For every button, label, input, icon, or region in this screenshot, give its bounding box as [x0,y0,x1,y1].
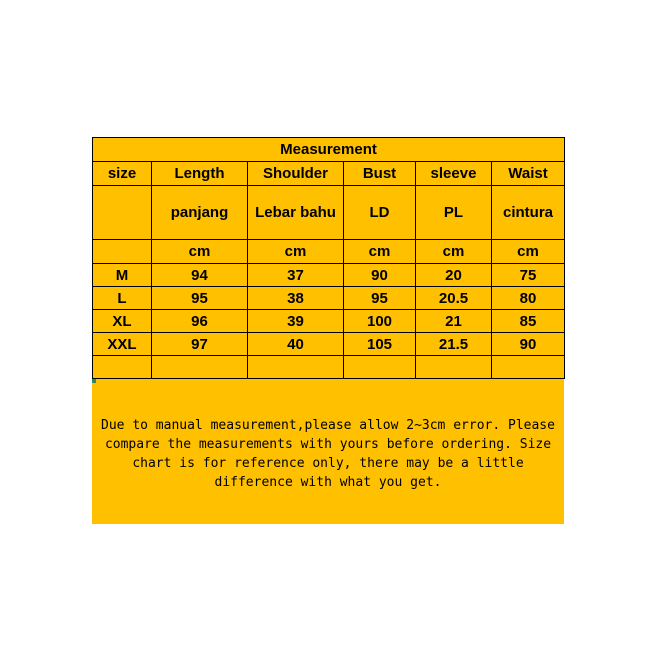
value-cell: 20 [416,264,492,287]
note-line: Due to manual measurement,please allow 2~3cm error. Please [101,418,555,433]
empty-cell [344,356,416,379]
unit-cell: cm [152,240,248,264]
header-cell: Shoulder [248,162,344,186]
value-cell: 95 [152,287,248,310]
value-cell: 85 [492,310,565,333]
alt-name-cell: cintura [492,186,565,240]
value-cell: 105 [344,333,416,356]
size-chart [92,137,564,524]
note-line: chart is for reference only, there may be a little [132,456,524,471]
value-cell: 80 [492,287,565,310]
size-cell: XL [93,310,152,333]
value-cell: 37 [248,264,344,287]
value-cell: 20.5 [416,287,492,310]
empty-cell [152,356,248,379]
value-cell: 21 [416,310,492,333]
empty-cell [492,356,565,379]
size-cell: XXL [93,333,152,356]
table-row [93,333,565,356]
unit-cell: cm [248,240,344,264]
value-cell: 90 [492,333,565,356]
header-cell: size [93,162,152,186]
empty-cell [93,356,152,379]
note-line: difference with what you get. [214,475,442,490]
value-cell: 96 [152,310,248,333]
header-cell: Bust [344,162,416,186]
unit-row [93,240,565,264]
header-cell: Length [152,162,248,186]
alt-name-cell: LD [344,186,416,240]
alt-name-cell: Lebar bahu [248,186,344,240]
value-cell: 94 [152,264,248,287]
alt-name-cell: PL [416,186,492,240]
unit-cell: cm [344,240,416,264]
table-title: Measurement [93,138,565,162]
header-row [93,162,565,186]
value-cell: 95 [344,287,416,310]
alt-name-cell [93,186,152,240]
value-cell: 97 [152,333,248,356]
cell-marker-icon [92,379,96,383]
alt-name-cell: panjang [152,186,248,240]
header-cell: Waist [492,162,565,186]
empty-cell [416,356,492,379]
value-cell: 75 [492,264,565,287]
note-line: compare the measurements with yours before ordering. Size [104,437,552,452]
title-row [93,138,565,162]
alt-name-row [93,186,565,240]
unit-cell: cm [416,240,492,264]
table-row [93,287,565,310]
unit-cell: cm [492,240,565,264]
size-cell: L [93,287,152,310]
table-row [93,310,565,333]
value-cell: 40 [248,333,344,356]
value-cell: 90 [344,264,416,287]
blank-row [93,356,565,379]
value-cell: 38 [248,287,344,310]
header-cell: sleeve [416,162,492,186]
value-cell: 21.5 [416,333,492,356]
table-row [93,264,565,287]
value-cell: 39 [248,310,344,333]
size-cell: M [93,264,152,287]
value-cell: 100 [344,310,416,333]
measurement-note [92,379,564,524]
empty-cell [248,356,344,379]
unit-cell [93,240,152,264]
size-table [92,137,565,379]
